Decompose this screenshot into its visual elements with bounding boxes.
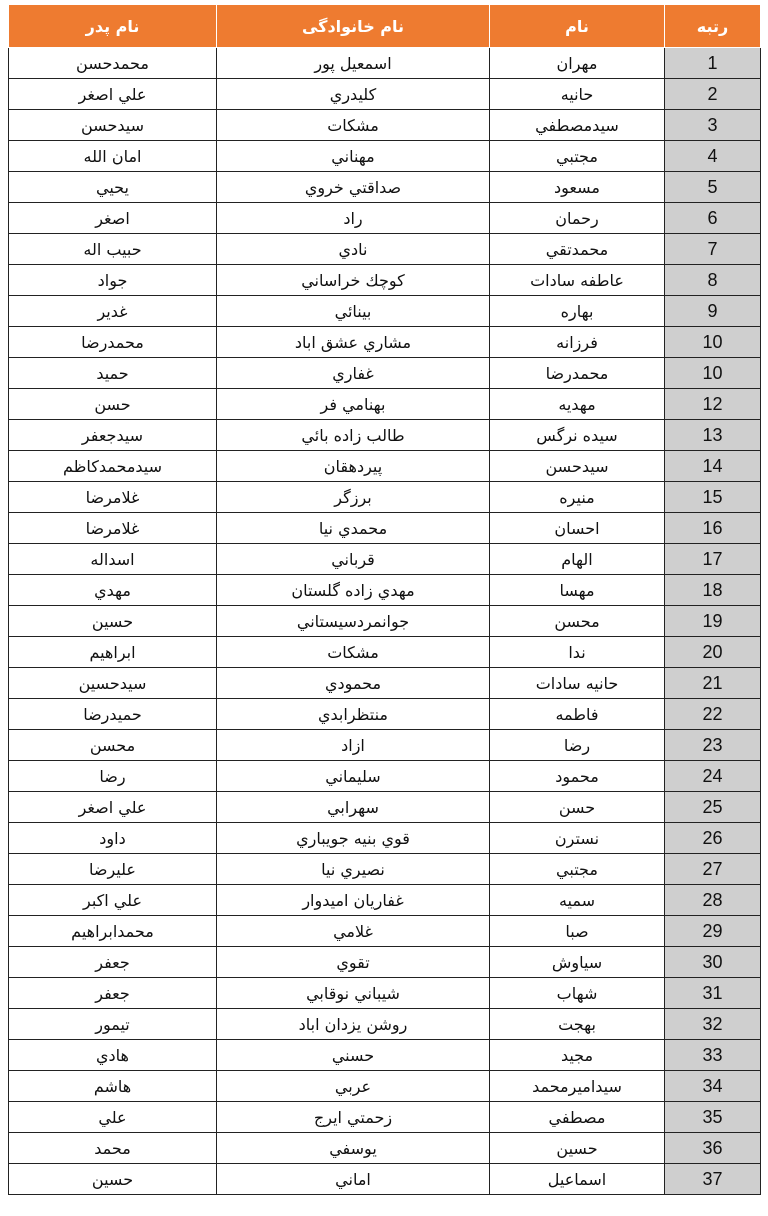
name-cell: مهدیه [490, 389, 665, 420]
name-cell: اسماعیل [490, 1164, 665, 1195]
ranking-table-container [8, 4, 760, 1195]
father-cell: امان الله [9, 141, 217, 172]
table-row [9, 637, 761, 668]
name-cell: نسترن [490, 823, 665, 854]
father-cell: محمدرضا [9, 327, 217, 358]
family-cell: مشکات [217, 637, 490, 668]
father-cell: محمد [9, 1133, 217, 1164]
rank-cell: 17 [665, 544, 761, 575]
table-row [9, 48, 761, 79]
family-cell: مهدي زاده گلستان [217, 575, 490, 606]
table-row [9, 296, 761, 327]
rank-cell: 8 [665, 265, 761, 296]
table-row [9, 575, 761, 606]
name-cell: محمدرضا [490, 358, 665, 389]
table-row [9, 1040, 761, 1071]
family-cell: برزگر [217, 482, 490, 513]
table-row [9, 1164, 761, 1195]
table-row [9, 823, 761, 854]
table-row [9, 234, 761, 265]
rank-cell: 26 [665, 823, 761, 854]
family-cell: بهنامي فر [217, 389, 490, 420]
family-cell: طالب زاده بائي [217, 420, 490, 451]
father-cell: مهدي [9, 575, 217, 606]
father-cell: رضا [9, 761, 217, 792]
father-cell: محمدحسن [9, 48, 217, 79]
name-cell: فاطمه [490, 699, 665, 730]
family-cell: حسني [217, 1040, 490, 1071]
name-cell: ندا [490, 637, 665, 668]
table-row [9, 730, 761, 761]
family-cell: قرباني [217, 544, 490, 575]
family-cell: سلیماني [217, 761, 490, 792]
father-cell: یحیي [9, 172, 217, 203]
table-row [9, 327, 761, 358]
table-row [9, 885, 761, 916]
rank-cell: 37 [665, 1164, 761, 1195]
name-cell: مجتبي [490, 141, 665, 172]
ranking-table [8, 4, 761, 1195]
name-cell: مجتبي [490, 854, 665, 885]
table-row [9, 1133, 761, 1164]
family-cell: تقوي [217, 947, 490, 978]
table-row [9, 916, 761, 947]
family-cell: اسمعیل پور [217, 48, 490, 79]
family-cell: محمدي نیا [217, 513, 490, 544]
rank-cell: 15 [665, 482, 761, 513]
rank-cell: 22 [665, 699, 761, 730]
family-cell: عربي [217, 1071, 490, 1102]
father-cell: داود [9, 823, 217, 854]
rank-cell: 6 [665, 203, 761, 234]
family-cell: مشاري عشق اباد [217, 327, 490, 358]
father-cell: اصغر [9, 203, 217, 234]
rank-cell: 16 [665, 513, 761, 544]
table-row [9, 358, 761, 389]
father-cell: سیدحسین [9, 668, 217, 699]
family-cell: نادي [217, 234, 490, 265]
family-cell: مهناني [217, 141, 490, 172]
rank-cell: 32 [665, 1009, 761, 1040]
table-row [9, 1009, 761, 1040]
family-cell: کوچك خراساني [217, 265, 490, 296]
name-cell: محمدتقي [490, 234, 665, 265]
rank-cell: 31 [665, 978, 761, 1009]
name-cell: بهجت [490, 1009, 665, 1040]
father-cell: حسین [9, 1164, 217, 1195]
name-cell: سیاوش [490, 947, 665, 978]
table-row [9, 203, 761, 234]
table-header [9, 5, 761, 48]
rank-cell: 18 [665, 575, 761, 606]
family-cell: راد [217, 203, 490, 234]
family-cell: پیردهقان [217, 451, 490, 482]
rank-cell: 10 [665, 327, 761, 358]
name-cell: الهام [490, 544, 665, 575]
table-row [9, 265, 761, 296]
table-row [9, 1102, 761, 1133]
rank-cell: 27 [665, 854, 761, 885]
name-cell: احسان [490, 513, 665, 544]
table-row [9, 141, 761, 172]
header-row [9, 5, 761, 48]
rank-cell: 33 [665, 1040, 761, 1071]
rank-cell: 19 [665, 606, 761, 637]
family-cell: منتظرابدي [217, 699, 490, 730]
name-cell: مهران [490, 48, 665, 79]
family-cell: روشن یزدان اباد [217, 1009, 490, 1040]
father-cell: تیمور [9, 1009, 217, 1040]
header-family: نام خانوادگی [217, 5, 490, 48]
rank-cell: 28 [665, 885, 761, 916]
family-cell: بینائي [217, 296, 490, 327]
name-cell: منیره [490, 482, 665, 513]
table-row [9, 544, 761, 575]
name-cell: عاطفه سادات [490, 265, 665, 296]
name-cell: حانیه سادات [490, 668, 665, 699]
header-father: نام پدر [9, 5, 217, 48]
family-cell: قوي بنیه جویباري [217, 823, 490, 854]
father-cell: سیدمحمدکاظم [9, 451, 217, 482]
name-cell: شهاب [490, 978, 665, 1009]
name-cell: مجید [490, 1040, 665, 1071]
rank-cell: 5 [665, 172, 761, 203]
father-cell: حمیدرضا [9, 699, 217, 730]
rank-cell: 35 [665, 1102, 761, 1133]
name-cell: مهسا [490, 575, 665, 606]
name-cell: بهاره [490, 296, 665, 327]
rank-cell: 3 [665, 110, 761, 141]
father-cell: جعفر [9, 947, 217, 978]
rank-cell: 25 [665, 792, 761, 823]
name-cell: سمیه [490, 885, 665, 916]
table-row [9, 978, 761, 1009]
father-cell: علي اصغر [9, 792, 217, 823]
father-cell: محسن [9, 730, 217, 761]
father-cell: علي اصغر [9, 79, 217, 110]
family-cell: ازاد [217, 730, 490, 761]
rank-cell: 10 [665, 358, 761, 389]
table-row [9, 761, 761, 792]
father-cell: غدیر [9, 296, 217, 327]
table-row [9, 389, 761, 420]
family-cell: جوانمردسیستاني [217, 606, 490, 637]
table-row [9, 513, 761, 544]
name-cell: حسین [490, 1133, 665, 1164]
father-cell: اسداله [9, 544, 217, 575]
father-cell: حسن [9, 389, 217, 420]
rank-cell: 23 [665, 730, 761, 761]
father-cell: هاشم [9, 1071, 217, 1102]
table-row [9, 668, 761, 699]
father-cell: محمدابراهیم [9, 916, 217, 947]
name-cell: مصطفي [490, 1102, 665, 1133]
rank-cell: 14 [665, 451, 761, 482]
family-cell: مشکات [217, 110, 490, 141]
table-body [9, 48, 761, 1195]
table-row [9, 482, 761, 513]
father-cell: سیدحسن [9, 110, 217, 141]
father-cell: علیرضا [9, 854, 217, 885]
family-cell: نصیري نیا [217, 854, 490, 885]
rank-cell: 36 [665, 1133, 761, 1164]
name-cell: حسن [490, 792, 665, 823]
name-cell: صبا [490, 916, 665, 947]
father-cell: حمید [9, 358, 217, 389]
name-cell: سیده نرگس [490, 420, 665, 451]
family-cell: یوسفي [217, 1133, 490, 1164]
table-row [9, 79, 761, 110]
table-row [9, 451, 761, 482]
father-cell: جعفر [9, 978, 217, 1009]
table-row [9, 699, 761, 730]
rank-cell: 9 [665, 296, 761, 327]
table-row [9, 172, 761, 203]
father-cell: حسین [9, 606, 217, 637]
father-cell: هادي [9, 1040, 217, 1071]
family-cell: کلیدري [217, 79, 490, 110]
family-cell: غلامي [217, 916, 490, 947]
rank-cell: 34 [665, 1071, 761, 1102]
family-cell: اماني [217, 1164, 490, 1195]
name-cell: محسن [490, 606, 665, 637]
family-cell: محمودي [217, 668, 490, 699]
rank-cell: 21 [665, 668, 761, 699]
rank-cell: 13 [665, 420, 761, 451]
name-cell: رحمان [490, 203, 665, 234]
name-cell: محمود [490, 761, 665, 792]
family-cell: غفاریان امیدوار [217, 885, 490, 916]
family-cell: صداقتي خروي [217, 172, 490, 203]
father-cell: ابراهیم [9, 637, 217, 668]
header-rank: رتبه [665, 5, 761, 48]
table-row [9, 606, 761, 637]
table-row [9, 792, 761, 823]
rank-cell: 1 [665, 48, 761, 79]
table-row [9, 1071, 761, 1102]
table-row [9, 110, 761, 141]
name-cell: سیدحسن [490, 451, 665, 482]
name-cell: سیدامیرمحمد [490, 1071, 665, 1102]
family-cell: زحمتي ایرج [217, 1102, 490, 1133]
rank-cell: 4 [665, 141, 761, 172]
rank-cell: 24 [665, 761, 761, 792]
table-row [9, 854, 761, 885]
father-cell: غلامرضا [9, 513, 217, 544]
header-name: نام [490, 5, 665, 48]
name-cell: رضا [490, 730, 665, 761]
table-row [9, 420, 761, 451]
rank-cell: 30 [665, 947, 761, 978]
father-cell: غلامرضا [9, 482, 217, 513]
name-cell: فرزانه [490, 327, 665, 358]
rank-cell: 7 [665, 234, 761, 265]
rank-cell: 2 [665, 79, 761, 110]
family-cell: غفاري [217, 358, 490, 389]
father-cell: حبیب اله [9, 234, 217, 265]
father-cell: علي اکبر [9, 885, 217, 916]
rank-cell: 29 [665, 916, 761, 947]
father-cell: سیدجعفر [9, 420, 217, 451]
name-cell: مسعود [490, 172, 665, 203]
name-cell: سیدمصطفي [490, 110, 665, 141]
father-cell: علي [9, 1102, 217, 1133]
rank-cell: 20 [665, 637, 761, 668]
family-cell: سهرابي [217, 792, 490, 823]
father-cell: جواد [9, 265, 217, 296]
table-row [9, 947, 761, 978]
name-cell: حانیه [490, 79, 665, 110]
family-cell: شیباني نوقابي [217, 978, 490, 1009]
rank-cell: 12 [665, 389, 761, 420]
